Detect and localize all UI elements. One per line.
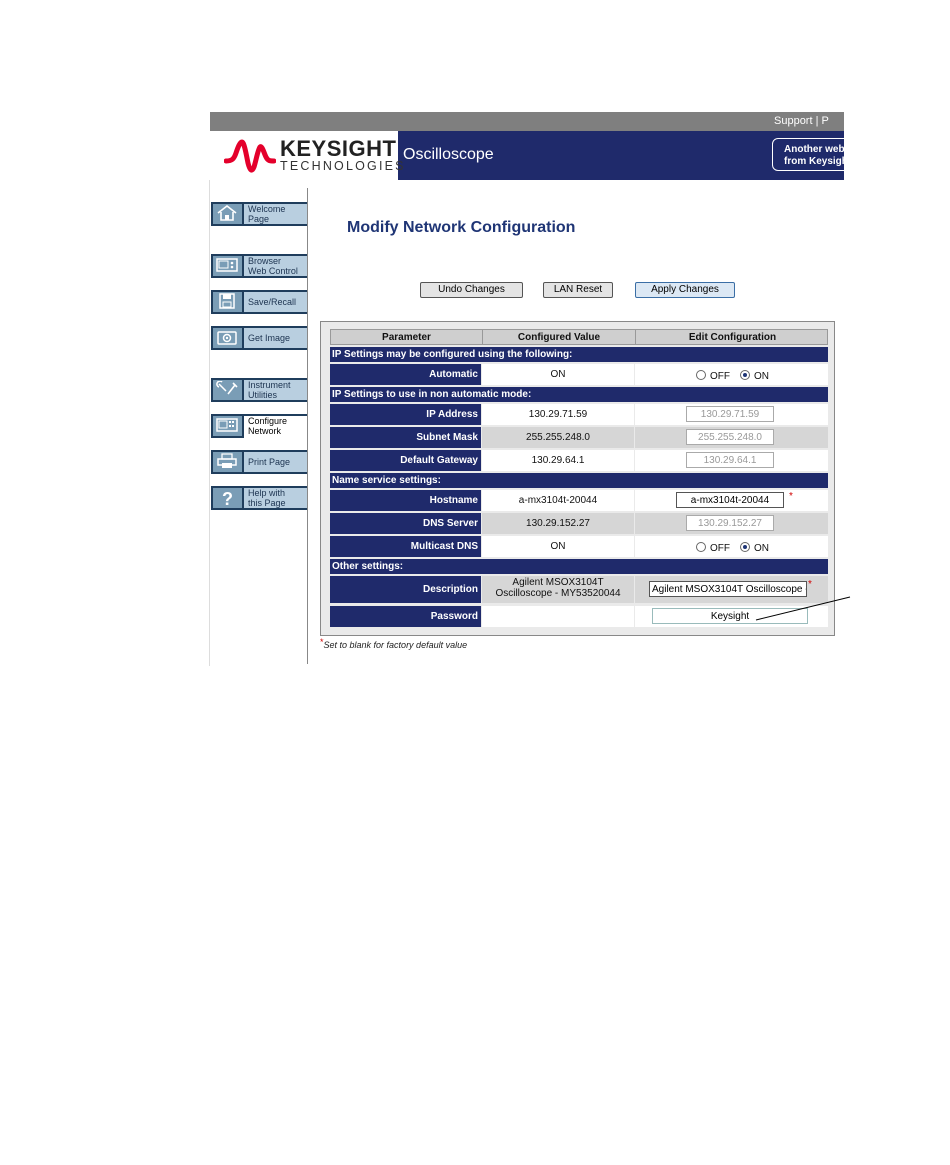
required-star: *: [789, 491, 793, 502]
sidebar-label-line2: Page: [248, 214, 270, 224]
required-star: *: [808, 579, 812, 590]
configured-value: a-mx3104t-20044: [482, 490, 634, 511]
promo-line-2: from Keysigh: [784, 156, 848, 167]
param-label: Automatic: [330, 364, 481, 385]
footnote-text: Set to blank for factory default value: [323, 640, 468, 650]
sidebar-label-line1: Instrument: [248, 380, 291, 390]
top-link-2[interactable]: P: [821, 115, 829, 127]
page-title: Modify Network Configuration: [347, 219, 576, 236]
promo-line-1: Another web: [784, 144, 845, 155]
param-label: Password: [330, 606, 481, 627]
brand-sub: TECHNOLOGIES: [280, 159, 406, 173]
sidebar-label-line2: Network: [248, 426, 282, 436]
radio-label: OFF: [710, 371, 730, 382]
sidebar-label-line1: Configure: [248, 416, 288, 426]
lan-reset-button[interactable]: LAN Reset: [543, 282, 613, 298]
undo-changes-button[interactable]: Undo Changes: [420, 282, 523, 298]
sidebar-label-line1: Welcome: [248, 204, 286, 214]
sidebar-label-line2: this Page: [248, 498, 286, 508]
param-label: Hostname: [330, 490, 481, 511]
sidebar-label-line1: Print Page: [248, 457, 291, 467]
param-label: DNS Server: [330, 513, 481, 534]
section-ip-manual: IP Settings to use in non automatic mode:: [330, 387, 828, 402]
col-header-edit: Edit Configuration: [688, 332, 777, 343]
radio-label: ON: [754, 371, 769, 382]
sidebar-label-line1: Save/Recall: [248, 297, 297, 307]
footnote-star: *: [320, 637, 324, 647]
param-label: Multicast DNS: [330, 536, 481, 557]
support-link[interactable]: Support: [774, 115, 813, 127]
header-title: Oscilloscope: [403, 146, 494, 163]
sidebar-label-line1: Browser: [248, 256, 282, 266]
param-label: Default Gateway: [330, 450, 481, 471]
configured-value: 130.29.64.1: [482, 450, 634, 471]
sidebar-label-line2: Utilities: [248, 390, 278, 400]
sidebar-label-line1: Get Image: [248, 333, 291, 343]
svg-text:?: ?: [222, 489, 233, 507]
configured-value: ON: [482, 364, 634, 385]
configured-value: 130.29.71.59: [482, 404, 634, 425]
section-ip-auto: IP Settings may be configured using the following:: [330, 347, 828, 362]
col-header-configured: Configured Value: [517, 332, 601, 343]
top-links: Support | P: [774, 115, 829, 127]
sidebar-label-line1: Help with: [248, 488, 286, 498]
configured-value: ON: [482, 536, 634, 557]
param-label: Description: [330, 576, 481, 603]
configured-value-line1: Agilent MSOX3104T: [512, 577, 604, 588]
configured-value: 130.29.152.27: [482, 513, 634, 534]
section-name-service: Name service settings:: [330, 473, 828, 488]
section-other: Other settings:: [330, 559, 828, 574]
configured-value: 255.255.248.0: [482, 427, 634, 448]
apply-changes-button[interactable]: Apply Changes: [635, 282, 735, 298]
configured-value-line2: Oscilloscope - MY53520044: [495, 588, 621, 599]
radio-label: ON: [754, 543, 769, 554]
param-label: Subnet Mask: [330, 427, 481, 448]
brand-name: KEYSIGHT: [280, 136, 397, 161]
radio-label: OFF: [710, 543, 730, 554]
sidebar-label-line2: Web Control: [248, 266, 298, 276]
param-label: IP Address: [330, 404, 481, 425]
col-header-parameter: Parameter: [382, 332, 431, 343]
